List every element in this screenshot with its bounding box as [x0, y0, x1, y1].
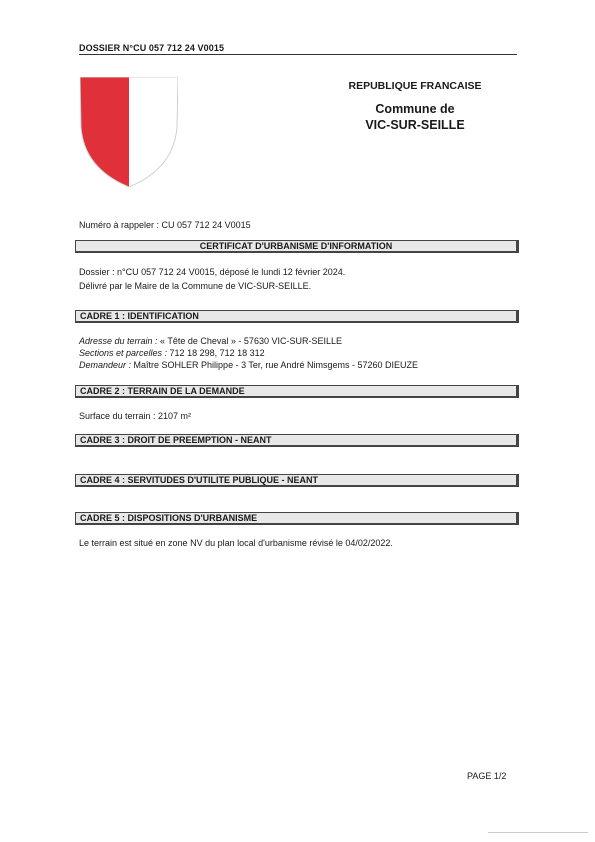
- surface-line: Surface du terrain : 2107 m²: [79, 411, 192, 421]
- intro-line-2: Délivré par le Maire de la Commune de VIC-SUR-SEILLE.: [79, 281, 312, 291]
- footer-divider: [488, 832, 588, 833]
- cadre4-title-bar: CADRE 4 : SERVITUDES D'UTILITE PUBLIQUE - NEANT: [75, 474, 519, 487]
- parcels-label: Sections et parcelles :: [79, 348, 168, 358]
- cadre1-title-bar: CADRE 1 : IDENTIFICATION: [75, 310, 519, 323]
- parcels-line: [79, 348, 265, 358]
- cadre3-title-bar: CADRE 3 : DROIT DE PREEMPTION - NEANT: [75, 434, 519, 447]
- certificate-title-bar: CERTIFICAT D'URBANISME D'INFORMATION: [75, 240, 519, 253]
- parcels-value: 712 18 298, 712 18 312: [167, 348, 265, 358]
- page-number: PAGE 1/2: [467, 771, 507, 781]
- commune-label: Commune de: [375, 102, 455, 116]
- republic-title: REPUBLIQUE FRANCAISE: [348, 80, 482, 92]
- intro-line-1: Dossier : n°CU 057 712 24 V0015, déposé le lundi 12 février 2024.: [79, 267, 346, 277]
- applicant-line: [79, 360, 418, 370]
- address-label: Adresse du terrain :: [79, 336, 158, 346]
- applicant-value: Maître SOHLER Philippe - 3 Ter, rue André Nimsgems - 57260 DIEUZE: [131, 360, 418, 370]
- dossier-header: DOSSIER N°CU 057 712 24 V0015: [79, 43, 517, 55]
- zoning-line: Le terrain est situé en zone NV du plan local d'urbanisme révisé le 04/02/2022.: [79, 538, 393, 548]
- address-line: [79, 336, 342, 346]
- reference-number: Numéro à rappeler : CU 057 712 24 V0015: [79, 220, 251, 230]
- applicant-label: Demandeur :: [79, 360, 132, 370]
- coat-of-arms-icon: [80, 77, 178, 187]
- cadre5-title-bar: CADRE 5 : DISPOSITIONS D'URBANISME: [75, 512, 519, 525]
- address-value: « Tête de Cheval » - 57630 VIC-SUR-SEILLE: [157, 336, 342, 346]
- commune-name: VIC-SUR-SEILLE: [365, 118, 465, 132]
- cadre2-title-bar: CADRE 2 : TERRAIN DE LA DEMANDE: [75, 385, 519, 398]
